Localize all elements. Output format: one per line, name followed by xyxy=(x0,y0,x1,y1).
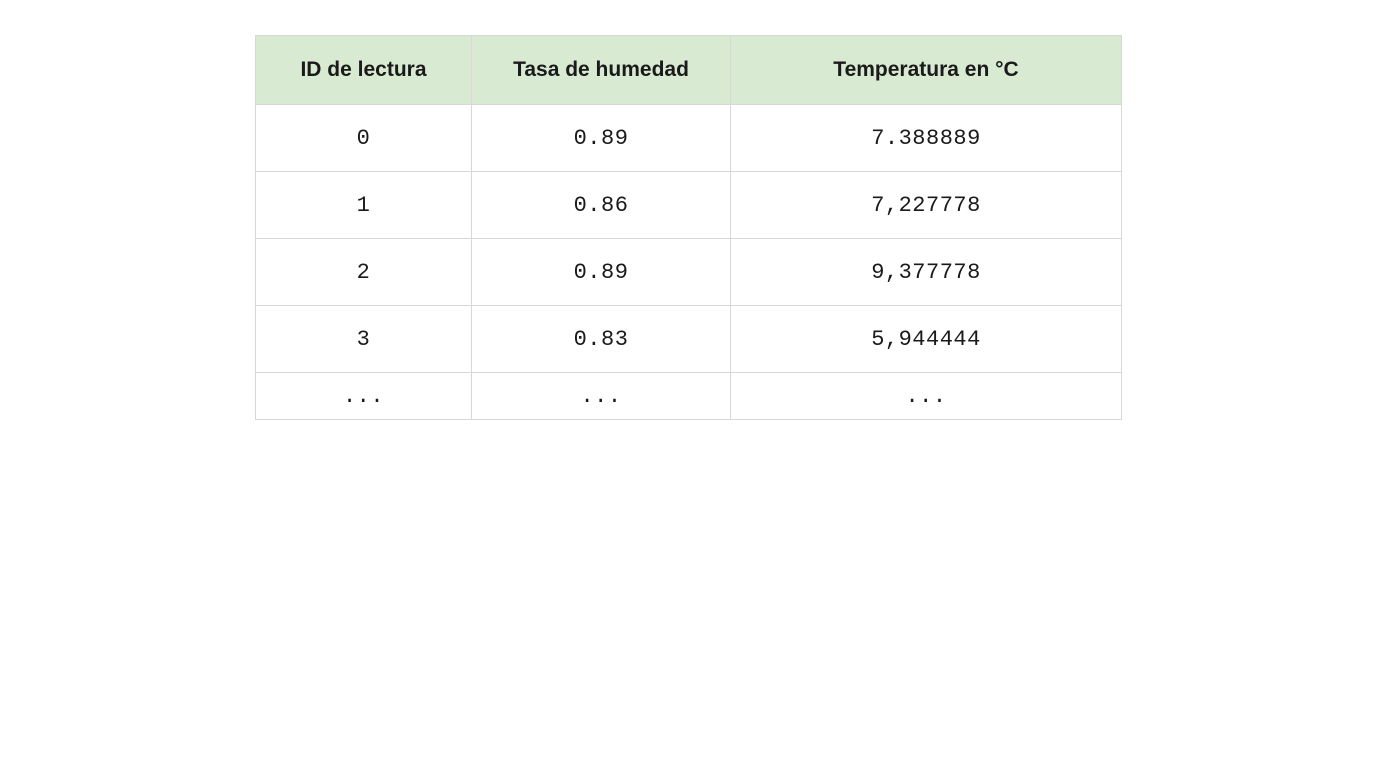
cell-temperature: ... xyxy=(731,373,1122,420)
column-header-humidity: Tasa de humedad xyxy=(472,36,731,105)
cell-temperature: 9,377778 xyxy=(731,239,1122,306)
table-row xyxy=(256,172,1122,239)
cell-humidity: 0.83 xyxy=(472,306,731,373)
column-header-id: ID de lectura xyxy=(256,36,472,105)
cell-id: 0 xyxy=(256,105,472,172)
table-row-ellipsis xyxy=(256,373,1122,420)
table-body xyxy=(256,105,1122,420)
table-header xyxy=(256,36,1122,105)
cell-humidity: 0.86 xyxy=(472,172,731,239)
data-table-container xyxy=(255,35,1121,420)
cell-temperature: 7,227778 xyxy=(731,172,1122,239)
table-header-row xyxy=(256,36,1122,105)
cell-humidity: 0.89 xyxy=(472,239,731,306)
cell-id: 2 xyxy=(256,239,472,306)
column-header-temperature: Temperatura en °C xyxy=(731,36,1122,105)
cell-id: 3 xyxy=(256,306,472,373)
cell-humidity: ... xyxy=(472,373,731,420)
cell-humidity: 0.89 xyxy=(472,105,731,172)
cell-id: 1 xyxy=(256,172,472,239)
table-row xyxy=(256,239,1122,306)
readings-table xyxy=(255,35,1122,420)
cell-id: ... xyxy=(256,373,472,420)
cell-temperature: 7.388889 xyxy=(731,105,1122,172)
table-row xyxy=(256,105,1122,172)
table-row xyxy=(256,306,1122,373)
cell-temperature: 5,944444 xyxy=(731,306,1122,373)
